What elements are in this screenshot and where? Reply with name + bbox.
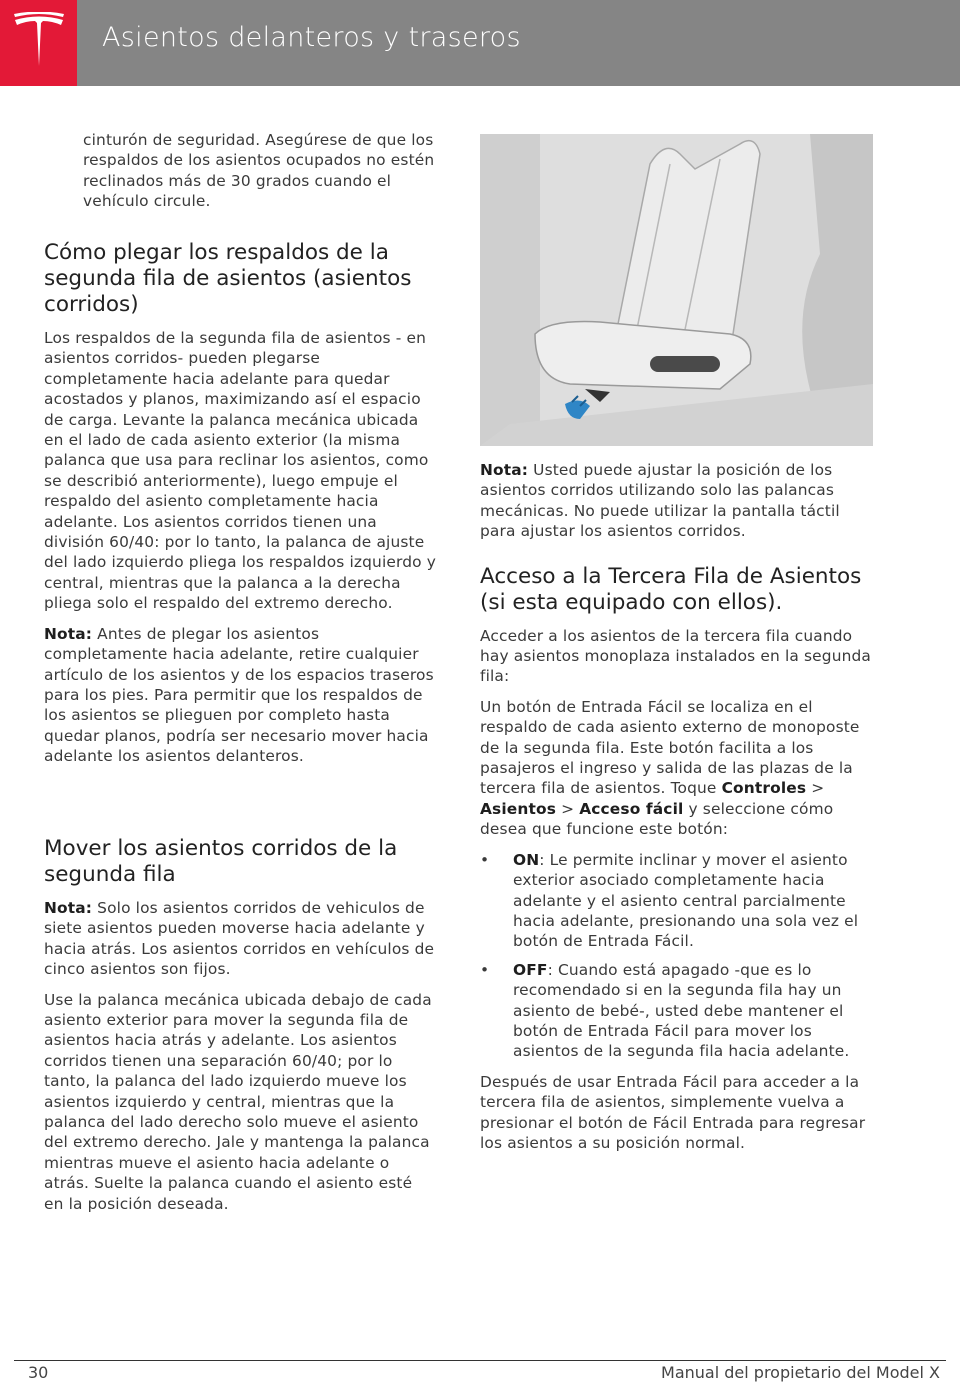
easy-entry-text-end: y seleccione cómo desea que funcione este botón: xyxy=(480,799,834,839)
nav-controls: Controles xyxy=(721,779,807,798)
move-note xyxy=(44,898,436,980)
tesla-t-icon xyxy=(12,12,66,70)
list-item-on xyxy=(480,850,872,952)
nav-seats: Asientos xyxy=(480,799,557,818)
heading-move-seats: Mover los asientos corridos de la segunda fila xyxy=(44,836,398,887)
move-paragraph: Use la palanca mecánica ubicada debajo de cada asiento exterior para mover la segunda fila de asientos hacia atrás y adelante. Los asientos corridos tienen una separación 60/40; por lo tanto, la palanca del lado izquierdo mueve los asientos izquierdo y central, mientras que la palanca del lado derecho solo mueve el asiento del extremo derecho. Jale y mantenga la palanca mientras mueve el asiento hacia adelante o atrás. Suelte la palanca cuando el asiento esté en la posición deseada. xyxy=(44,990,432,1213)
easy-entry-text: Un botón de Entrada Fácil se localiza en el respaldo de cada asiento externo de monoposte de la segunda fila. Este botón facilita a los pasajeros el ingreso y salida de las plazas de la tercera fila de asientos. Toque xyxy=(480,697,860,798)
bullet: • xyxy=(480,850,490,869)
move-note-text: Solo los asientos corridos de vehiculos de siete asientos pueden moverse hacia adelante y hacia atrás. Los asientos corridos en vehículos de cinco asientos son fijos. xyxy=(44,899,435,979)
page-header-title: Asientos delanteros y traseros xyxy=(102,22,521,53)
nav-easy-access: Acceso fácil xyxy=(579,799,684,818)
second-row-seat-photo xyxy=(480,134,873,446)
fold-paragraph: Los respaldos de la segunda fila de asientos - en asientos corridos- pueden plegarse completamente hacia adelante para quedar acostados y planos, maximizando así el espacio de carga. Levante la palanca mecánica ubicada en el lado de cada asiento exterior (la misma palanca que usa para reclinar los asientos, como se describió anteriormente), luego empuje el respaldo del asiento completamente hacia adelante. Los asientos corridos tienen una división 60/40: por lo tanto, la palanca de ajuste del lado izquierdo pliega los respaldos izquierdo y central, mientras que la palanca a la derecha pliega solo el respaldo del extremo derecho. xyxy=(44,329,437,613)
heading-third-row: Acceso a la Tercera Fila de Asientos (si esta equipado con ellos). xyxy=(480,563,862,615)
fold-section xyxy=(44,240,436,777)
nav-separator: > xyxy=(811,779,825,798)
fold-note xyxy=(44,624,436,767)
off-label: OFF xyxy=(513,960,548,979)
on-text: : Le permite inclinar y mover el asiento exterior asociado completamente hacia adelante y el asiento central parcialmente hacia adelante, presionando una sola vez el botón de Entrada Fácil. xyxy=(513,850,859,951)
intro-paragraph: cinturón de seguridad. Asegúrese de que los respaldos de los asientos ocupados no estén reclinados más de 30 grados cuando el vehículo circule. xyxy=(83,131,435,211)
note-label: Nota: xyxy=(44,624,93,643)
after-paragraph: Después de usar Entrada Fácil para acceder a la tercera fila de asientos, simplemente vuelva a presionar el botón de Fácil Entrada para regresar los asientos a su posición normal. xyxy=(480,1072,866,1152)
intro-block xyxy=(83,130,443,222)
list-item-off xyxy=(480,960,872,1062)
footer-divider xyxy=(14,1360,946,1361)
access-paragraph: Acceder a los asientos de la tercera fila cuando hay asientos monoplaza instalados en la segunda fila: xyxy=(480,626,872,686)
bullet: • xyxy=(480,960,490,979)
footer-manual-title: Manual del propietario del Model X xyxy=(661,1363,940,1382)
heading-fold-seats: Cómo plegar los respaldos de la segunda fila de asientos (asientos corridos) xyxy=(44,240,412,317)
fold-note-text: Antes de plegar los asientos completamente hacia adelante, retire cualquier artículo de los asientos y de los espacios traseros para los pies. Para permitir que los respaldos de los asientos se plieguen por completo hasta quedar planos, podría ser necesario mover hacia adelante los asientos delanteros. xyxy=(44,624,434,766)
right-text xyxy=(480,460,872,1163)
note-label: Nota: xyxy=(480,461,529,479)
note-label: Nota: xyxy=(44,899,93,917)
off-text: : Cuando está apagado -que es lo recomendado si en la segunda fila hay un asiento de bebé-, usted debe mantener el botón de Entrada Fácil para mover los asientos de la segunda fila hacia adelante. xyxy=(513,960,850,1061)
nav-separator: > xyxy=(561,799,575,818)
move-section xyxy=(44,836,436,1224)
seat-adjust-note-text: Usted puede ajustar la posición de los asientos corridos utilizando solo las palancas mecánicas. No puede utilizar la pantalla táctil para ajustar los asientos corridos. xyxy=(480,461,840,541)
on-label: ON xyxy=(513,850,540,869)
easy-entry-paragraph xyxy=(480,697,872,840)
mode-list xyxy=(480,850,872,1062)
page-number: 30 xyxy=(28,1363,49,1382)
page-header xyxy=(0,0,960,86)
tesla-logo xyxy=(0,0,77,86)
seat-adjust-note xyxy=(480,460,872,542)
